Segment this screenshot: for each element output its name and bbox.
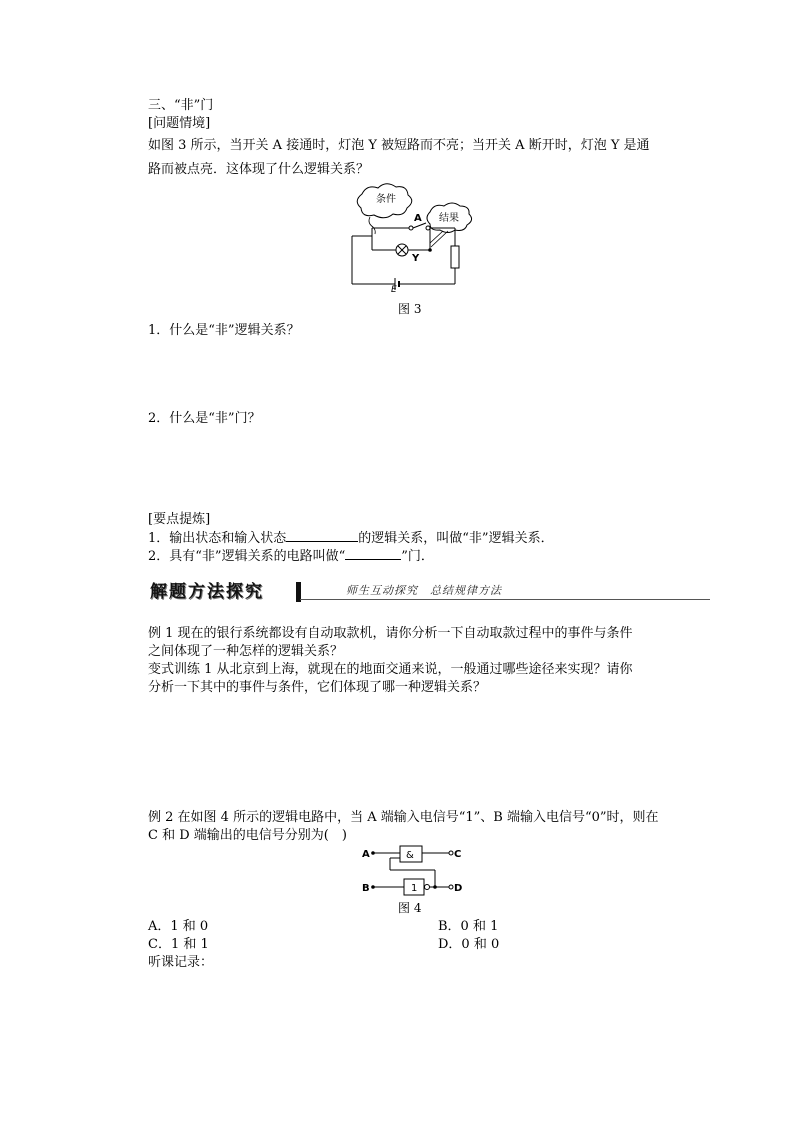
variant-1-line-1: 变式训练 1 从北京到上海，就现在的地面交通来说，一般通过哪些途径来实现？请你 <box>148 662 633 677</box>
intro-line-1: 如图 3 所示，当开关 A 接通时，灯泡 Y 被短路而不亮；当开关 A 断开时，灯泡 Y 是通 <box>148 138 650 153</box>
key-point-2-after: ”门． <box>401 549 434 564</box>
input-b-label: B <box>362 883 370 894</box>
output-d-label: D <box>454 883 463 894</box>
example-1-line-2: 之间体现了一种怎样的逻辑关系？ <box>148 644 344 659</box>
section-heading: 三、“非”门 <box>148 98 214 113</box>
battery-e-label: E <box>391 285 397 295</box>
output-c-label: C <box>454 849 462 860</box>
banner-subtitle: 师生互动探究 总结规律方法 <box>346 584 502 597</box>
notes-label: 听课记录： <box>148 955 214 970</box>
figure-3-caption: 图 3 <box>398 302 422 316</box>
key-point-2 <box>148 547 434 566</box>
example-2-line-2: C 和 D 端输出的电信号分别为( ) <box>148 828 347 843</box>
lamp-y-label: Y <box>412 253 420 264</box>
key-point-1 <box>148 529 554 548</box>
question-2: 2．什么是“非”门？ <box>148 411 261 426</box>
example-2-line-1: 例 2 在如图 4 所示的逻辑电路中，当 A 端输入电信号“1”、B 端输入电信号“0”时，则在 <box>148 810 659 825</box>
option-c[interactable]: C．1 和 1 <box>148 937 209 952</box>
bubble-condition-label: 条件 <box>376 194 396 205</box>
banner-rule <box>300 599 710 600</box>
switch-a-label: A <box>414 213 422 224</box>
key-point-2-before: 2．具有“非”逻辑关系的电路叫做“ <box>148 549 346 564</box>
problem-tag: [问题情境] <box>148 116 211 131</box>
variant-1-line-2: 分析一下其中的事件与条件，它们体现了哪一种逻辑关系？ <box>148 680 487 695</box>
option-d[interactable]: D．0 和 0 <box>438 937 500 952</box>
option-a[interactable]: A．1 和 0 <box>148 919 209 934</box>
figure-3-circuit <box>340 180 480 295</box>
intro-line-2: 路而被点亮．这体现了什么逻辑关系？ <box>148 162 370 177</box>
fill-blank-2[interactable] <box>345 547 401 560</box>
option-b[interactable]: B．0 和 1 <box>438 919 499 934</box>
key-point-1-before: 1．输出状态和输入状态 <box>148 531 287 546</box>
banner-title: 解题方法探究 <box>150 580 298 604</box>
example-1-line-1: 例 1 现在的银行系统都设有自动取款机，请你分析一下自动取款过程中的事件与条件 <box>148 626 633 641</box>
input-a-label: A <box>362 849 370 860</box>
not-gate-label: 1 <box>411 883 418 894</box>
figure-4-logic-circuit <box>360 842 470 898</box>
section-banner <box>150 580 710 606</box>
question-1: 1．什么是“非”逻辑关系？ <box>148 323 300 338</box>
figure-4-caption: 图 4 <box>398 901 422 915</box>
fill-blank-1[interactable] <box>286 529 358 542</box>
bubble-result-label: 结果 <box>439 213 459 224</box>
key-point-1-after: 的逻辑关系，叫做“非”逻辑关系． <box>358 531 554 546</box>
key-points-tag: [要点提炼] <box>148 512 211 527</box>
and-gate-label: & <box>406 850 414 861</box>
